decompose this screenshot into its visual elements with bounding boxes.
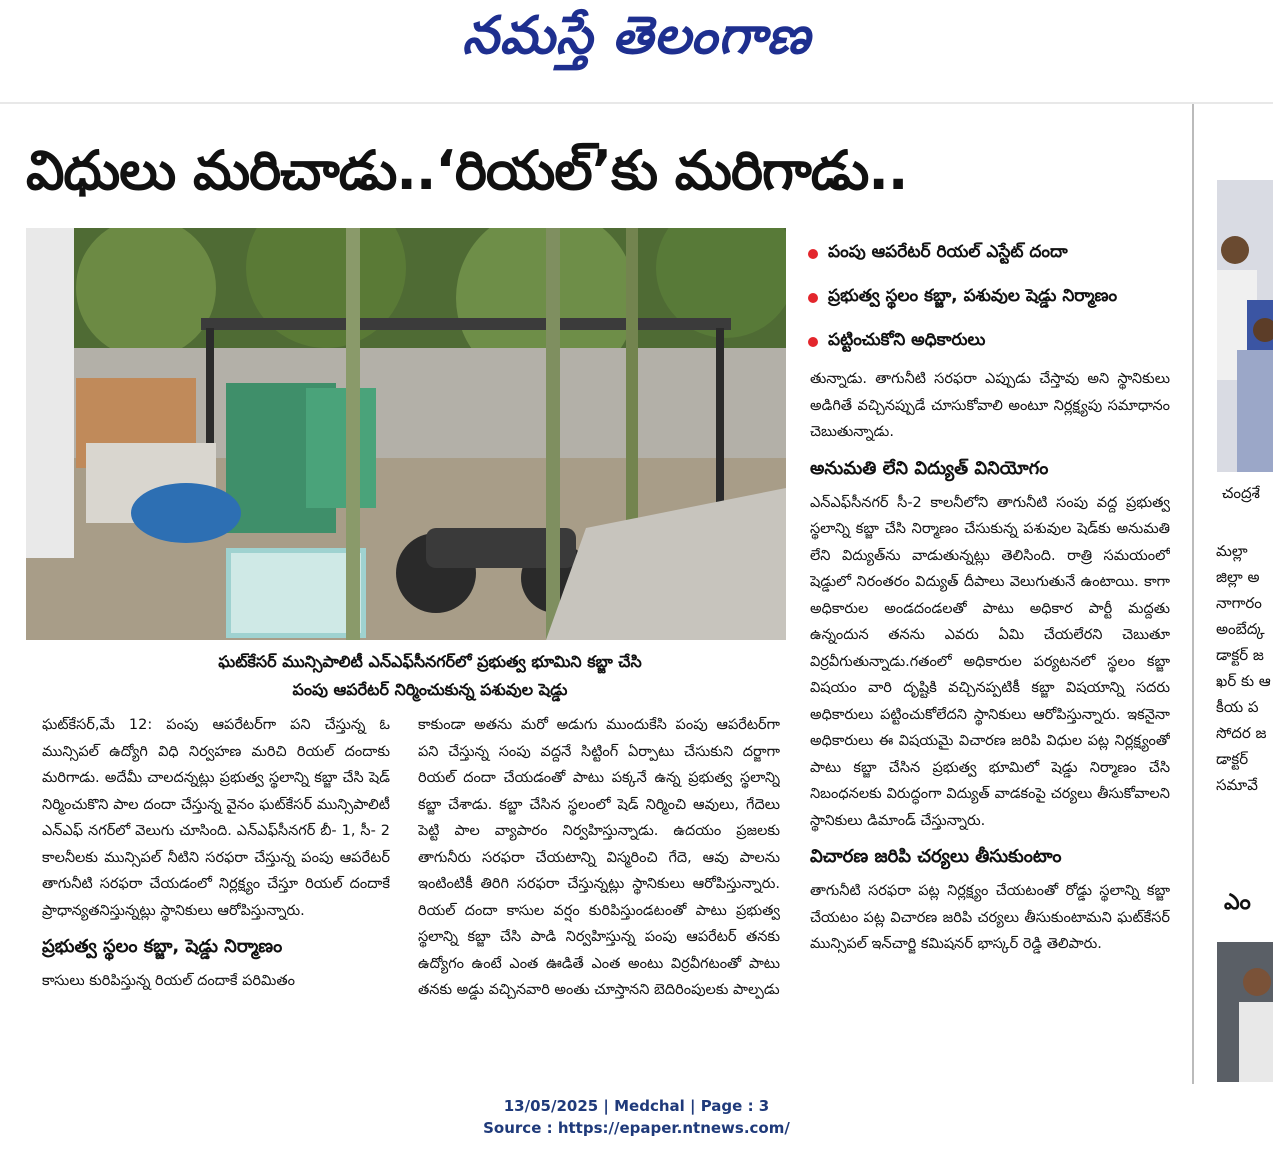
bullet-text: పంపు ఆపరేటర్ రియల్ ఎస్టేట్ దందా [828, 242, 1068, 262]
photo-caption [120, 648, 740, 704]
side-text-line: డాక్టర్ జ [1216, 646, 1264, 664]
column-paragraph: ఎన్ఎఫ్‌సీనగర్ సీ-2 కాలనీలోని తాగునీటి సంపు వద్ద ప్రభుత్వ స్థలాన్ని కబ్జా చేసి నిర్మాణం చేసుకున్న పశువుల షెడ్‌కు అనుమతి లేని విద్యుత్‌ను వాడుతున్నట్లు తెలిసింది. రాత్రి సమయంలో షెడ్డులో నిరంతరం విద్యుత్ దీపాలు వెలుగుతునే ఉంటాయి. కాగా అధికారుల అండదండలతో పాటు అధికార పార్టీ మద్దతు ఉన్నందున తనను ఎవరు ఏమి చేయలేరని చెబుతూ విర్రవీగుతున్నాడు.గతంలో అధికారుల పర్యటనలో స్థలం కబ్జా విషయం వారి దృష్టికి వచ్చినప్పటికీ కబ్జా విషయాన్ని సదరు అధికారులు పట్టించుకోలేదని స్థానికులు ఆరోపిస్తున్నారు. ఇకనైనా అధికారులు ఈ విషయమై విచారణ జరిపి విధుల పట్ల నిర్లక్ష్యంతో పాటు కబ్జా చేసిన ప్రభుత్వ భూమిలో షెడ్డు నిర్మాణం చేసి నిబంధనలకు విరుద్ధంగా విద్యుత్ వాడకంపై చర్యలు తీసుకోవాలని స్థానికులు డిమాండ్ చేస్తున్నారు. [810, 494, 1170, 829]
bullet-item [808, 276, 1188, 320]
side-photo-2-illustration [1217, 942, 1273, 1082]
side-text-column [1216, 538, 1273, 798]
footer-source[interactable]: Source : https://epaper.ntnews.com/ [483, 1119, 790, 1137]
top-divider [0, 102, 1273, 104]
side-text-line: ఖర్ కు ఆ [1216, 672, 1271, 690]
masthead [0, 0, 1273, 95]
side-text-line: డాక్టర్ [1216, 750, 1249, 768]
article-column-1 [42, 712, 390, 1082]
bullet-item [808, 320, 1188, 364]
side-photo-illustration [1217, 180, 1273, 472]
bullet-dot-icon [808, 249, 818, 259]
column-subheading: ప్రభుత్వ స్థలం కబ్జా, షెడ్డు నిర్మాణం [42, 936, 283, 957]
column-subheading: అనుమతి లేని విద్యుత్ వినియోగం [810, 457, 1049, 479]
column-divider [1192, 104, 1194, 1084]
footer [0, 1095, 1273, 1139]
bullet-text: పట్టించుకోని అధికారులు [828, 330, 986, 350]
article-column-3 [810, 366, 1170, 1082]
side-text-line: సమావే [1216, 776, 1258, 794]
side-text-line: మల్లా [1216, 542, 1248, 560]
article-headline: విధులు మరిచాడు..‘రియల్’కు మరిగాడు.. [26, 139, 908, 202]
column-paragraph: కాసులు కురిపిస్తున్న రియల్ దందాకే పరిమితం [42, 973, 295, 989]
bullet-dot-icon [808, 293, 818, 303]
column-paragraph: తాగునీటి సరఫరా పట్ల నిర్లక్ష్యం చేయటంతో రోడ్డు స్థలాన్ని కబ్జా చేయటం పట్ల విచారణ జరిపి చర్యలు తీసుకుంటామని ఘట్‌కేసర్ మున్సిపల్ ఇన్‌చార్జి కమిషనర్ భాస్కర్ రెడ్డి తెలిపారు. [810, 883, 1170, 952]
side-heading: ఎం [1224, 890, 1251, 915]
article-column-2 [418, 712, 780, 1082]
highlight-bullets [808, 232, 1188, 364]
newspaper-logo: నమస్తే తెలంగాణ [462, 6, 811, 66]
side-text-line: కీయ ప [1216, 698, 1259, 716]
column-paragraph: తున్నాడు. తాగునీటి సరఫరా ఎప్పుడు చేస్తావు అని స్థానికులు అడిగితే వచ్చినప్పుడే చూసుకోవాలి అంటూ నిర్లక్ష్యపు సమాధానం చెబుతున్నాడు. [810, 371, 1170, 440]
bullet-dot-icon [808, 337, 818, 347]
column-paragraph: కాకుండా అతను మరో అడుగు ముందుకేసి పంపు ఆపరేటర్‌గా పని చేస్తున్న సంపు వద్దనే సిట్టింగ్ ఏర్పాటు చేసుకుని దర్జాగా రియల్ దందా చేయడంతో పాటు పక్కనే ఉన్న ప్రభుత్వ స్థలాన్ని కబ్జా చేశాడు. కబ్జా చేసిన స్థలంలో షెడ్ నిర్మించి ఆవులు, గేదెలు పెట్టి పాల వ్యాపారం నిర్వహిస్తున్నాడు. ఉదయం ప్రజలకు తాగునీరు సరఫరా చేయటాన్ని విస్మరించి గేదె, ఆవు పాలను ఇంటింటికీ తిరిగి సరఫరా చేస్తున్నట్లు స్థానికులు ఆరోపిస్తున్నారు. రియల్ దందా కాసుల వర్షం కురిపిస్తుండటంతో పాటు ప్రభుత్వ స్థలాన్ని కబ్జా చేసి పాడి నిర్వహిస్తున్న పంపు ఆపరేటర్ తనకు ఉద్యోగం ఉంటే ఎంత ఊడితే ఎంత అంటు విర్రవీగటంతో పాటు తనకు అడ్డు వచ్చినవారి అంతు చూస్తానని బెదిరింపులకు పాల్పడు [418, 717, 780, 998]
photo-caption-line: పంపు ఆపరేటర్ నిర్మించుకున్న పశువుల షెడ్డు [292, 680, 568, 699]
article-photo [26, 228, 786, 640]
side-text-line: జిల్లా అ [1216, 568, 1260, 586]
column-paragraph: ఘట్‌కేసర్,మే 12: పంపు ఆపరేటర్‌గా పని చేస్తున్న ఓ మున్సిపల్ ఉద్యోగి విధి నిర్వహణ మరిచి రియల్ దందాకు మరిగాడు. అదేమీ చాలదన్నట్లు ప్రభుత్వ స్థలాన్ని కబ్జా చేసి షెడ్ నిర్మించుకొని పాల దందా చేస్తున్న వైనం ఘట్‌కేసర్ మున్సిపాలిటీ ఎన్ఎఫ్ నగర్‌లో వెలుగు చూసింది. ఎన్ఎఫ్‌సీనగర్ బీ- 1, సీ- 2 కాలనీలకు మున్సిపల్ నీటిని సరఫరా చేస్తున్న పంపు ఆపరేటర్ తాగునీటి సరఫరా చేయడంలో నిర్లక్ష్యం చేస్తూ రియల్ దందాకే ప్రాధాన్యతనిస్తున్నట్లు స్థానికులు ఆరోపిస్తున్నారు. [42, 717, 390, 919]
footer-date-page: 13/05/2025 | Medchal | Page : 3 [503, 1097, 770, 1115]
bullet-text: ప్రభుత్వ స్థలం కబ్జా, పశువుల షెడ్డు నిర్మాణం [828, 286, 1118, 306]
bullet-item [808, 232, 1188, 276]
side-photo [1217, 180, 1273, 472]
side-text-line: సోదర జ [1216, 724, 1267, 742]
photo-illustration [26, 228, 786, 640]
column-subheading: విచారణ జరిపి చర్యలు తీసుకుంటాం [810, 846, 1062, 867]
side-photo-caption: చంద్రశే [1222, 484, 1260, 502]
side-text-line: నాగారం [1216, 594, 1262, 612]
side-text-line: అంబేద్క [1216, 620, 1265, 638]
photo-caption-line: ఘట్‌కేసర్ మున్సిపాలిటీ ఎన్ఎఫ్‌సీనగర్‌లో ప్రభుత్వ భూమిని కబ్జా చేసి [218, 652, 642, 671]
side-photo-2 [1217, 942, 1273, 1082]
